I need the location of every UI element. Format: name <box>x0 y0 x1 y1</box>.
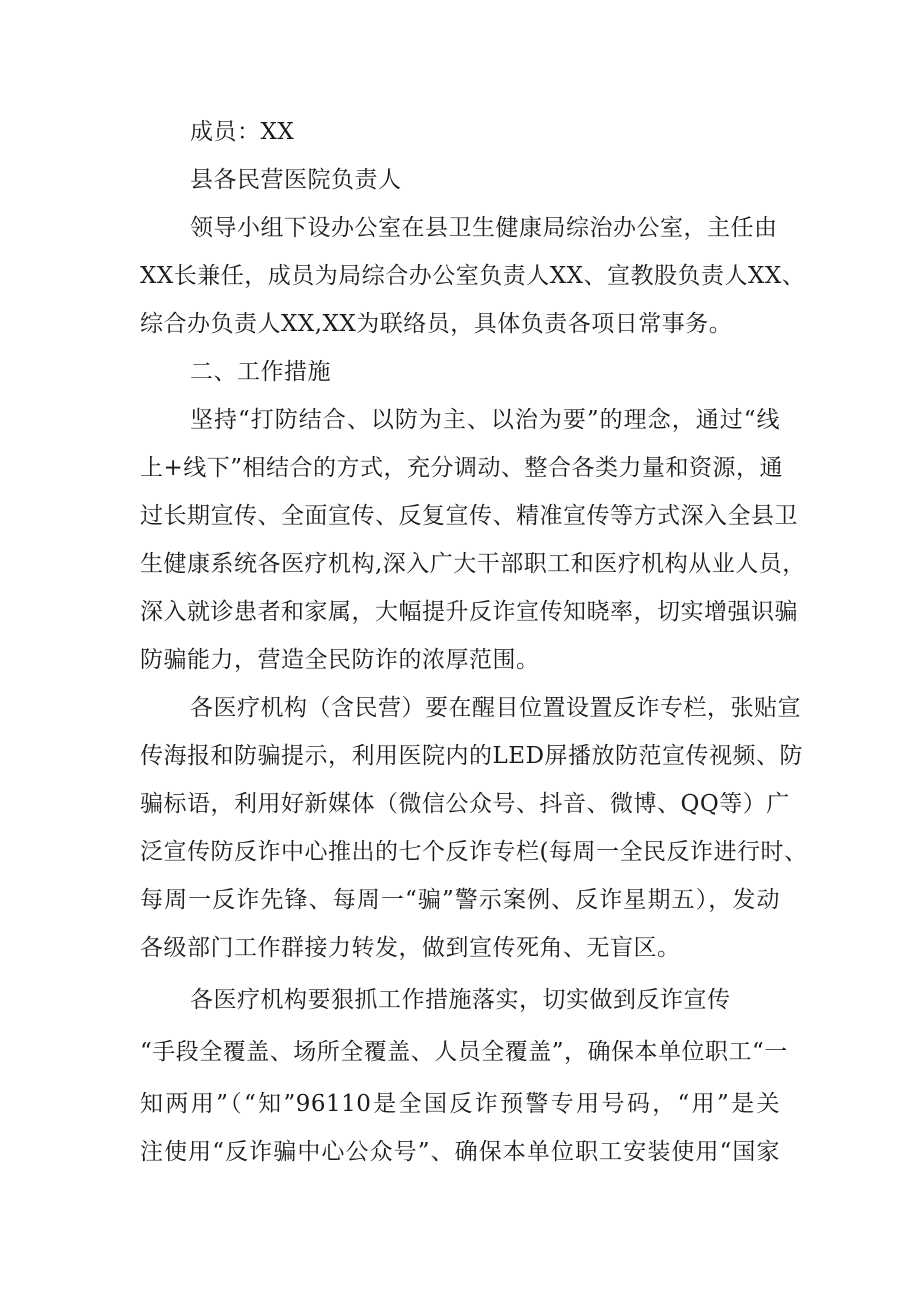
paragraph-line: 注使用“反诈骗中心公众号”、确保本单位职工安装使用“国家 <box>140 1139 780 1165</box>
paragraph-line: 上+线下”相结合的方式，充分调动、整合各类力量和资源，通 <box>140 455 784 481</box>
paragraph-line: 传海报和防骗提示，利用医院内的LED屏播放防范宣传视频、防 <box>140 743 804 769</box>
paragraph-line: 领导小组下设办公室在县卫生健康局综治办公室，主任由 <box>190 215 778 241</box>
paragraph-line: 综合办负责人XX,XX为联络员，具体负责各项日常事务。 <box>140 311 733 337</box>
paragraph-line: “手段全覆盖、场所全覆盖、人员全覆盖”，确保本单位职工“一 <box>140 1039 788 1065</box>
paragraph-line: 生健康系统各医疗机构,深入广大干部职工和医疗机构从业人员， <box>140 551 806 577</box>
paragraph-line: 各级部门工作群接力转发，做到宣传死角、无盲区。 <box>140 935 681 961</box>
paragraph-line: 骗标语，利用好新媒体（微信公众号、抖音、微博、QQ等）广 <box>140 791 790 817</box>
paragraph-line: 坚持“打防结合、以防为主、以治为要”的理念，通过“线 <box>190 407 780 433</box>
private-hospitals-line: 县各民营医院负责人 <box>190 167 402 193</box>
paragraph-line: 过长期宣传、全面宣传、反复宣传、精准宣传等方式深入全县卫 <box>140 503 798 529</box>
paragraph-line: 各医疗机构要狠抓工作措施落实，切实做到反诈宣传 <box>190 987 731 1013</box>
paragraph-line: 防骗能力，营造全民防诈的浓厚范围。 <box>140 647 540 673</box>
paragraph-line: 各医疗机构（含民营）要在醒目位置设置反诈专栏，张贴宣 <box>190 695 801 721</box>
paragraph-line: XX长兼任，成员为局综合办公室负责人XX、宣教股负责人XX、 <box>140 263 806 289</box>
paragraph-line: 泛宣传防反诈中心推出的七个反诈专栏(每周一全民反诈进行时、 <box>140 839 808 865</box>
members-line: 成员：XX <box>190 119 295 145</box>
paragraph-line: 知两用”（“知”96110是全国反诈预警专用号码，“用”是关 <box>140 1091 780 1117</box>
paragraph-line: 深入就诊患者和家属，大幅提升反诈宣传知晓率，切实增强识骗 <box>140 599 798 625</box>
section-heading: 二、工作措施 <box>190 359 331 385</box>
paragraph-line: 每周一反诈先锋、每周一“骗”警示案例、反诈星期五），发动 <box>140 887 780 913</box>
